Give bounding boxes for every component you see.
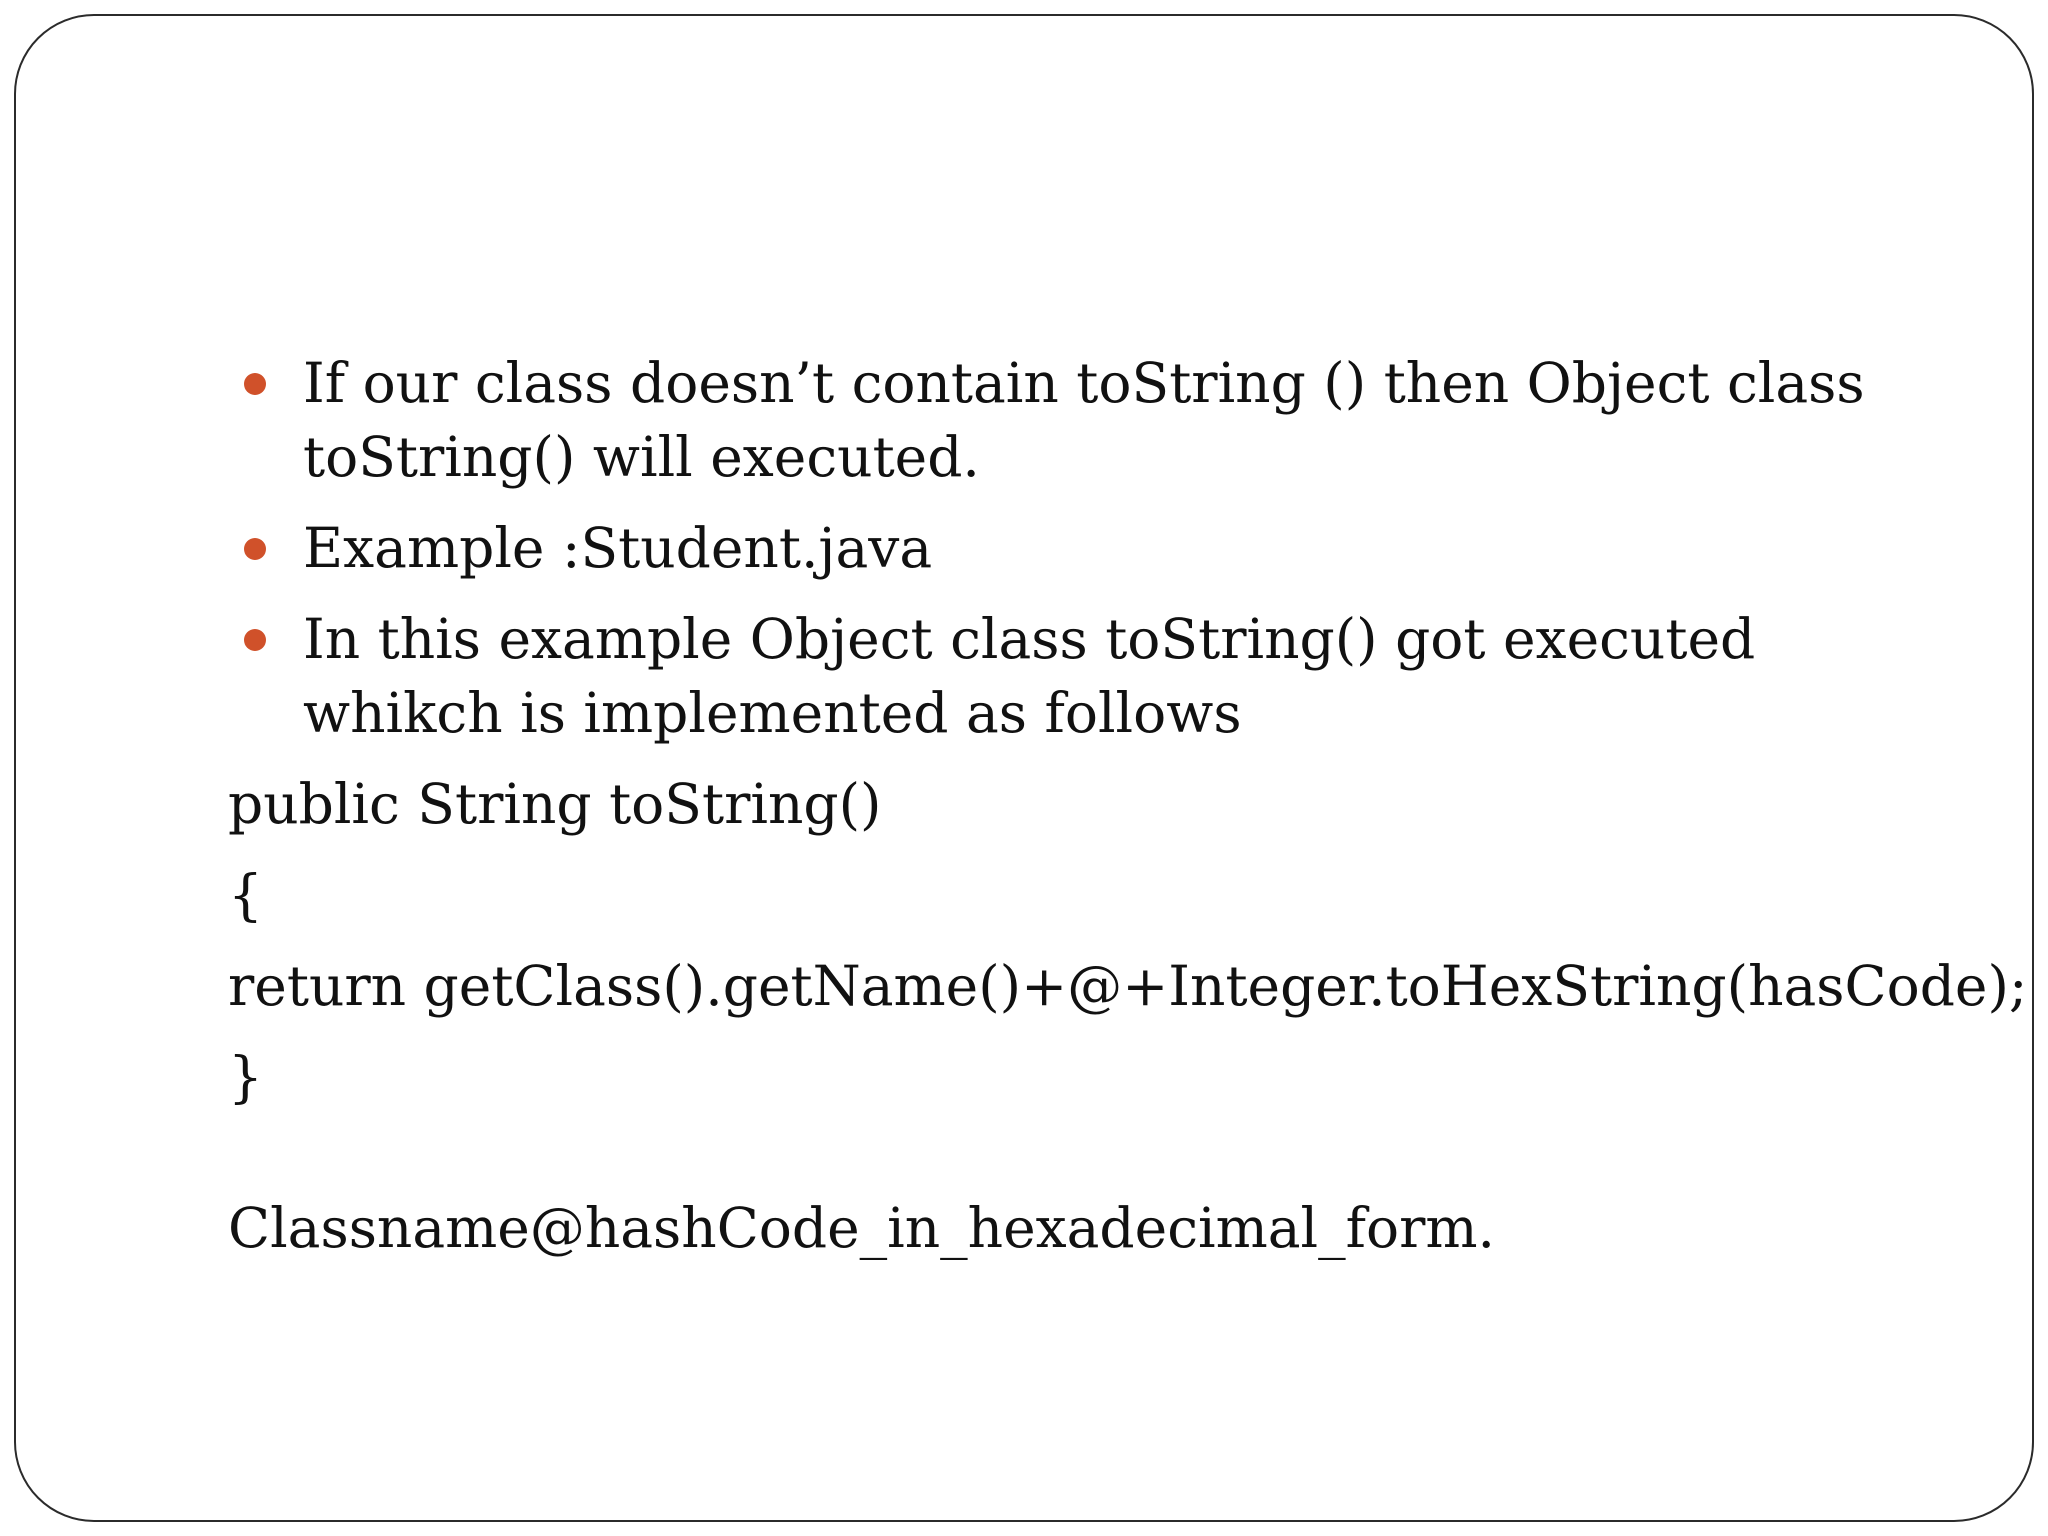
bullet-item <box>228 346 1968 494</box>
code-line: { <box>228 863 263 927</box>
result-text: Classname@hashCode_in_hexadecimal_form. <box>228 1196 1496 1260</box>
bullet-dot-icon <box>244 629 266 651</box>
code-line: } <box>228 1045 263 1109</box>
code-line: public String toString() <box>228 772 882 836</box>
code-line: return getClass().getName()+@+Integer.toHexString(hasCode); <box>228 954 2028 1018</box>
bullet-dot-icon <box>244 373 266 395</box>
bullet-text: Example :Student.java <box>303 516 933 580</box>
slide-content <box>228 346 2028 1265</box>
bullet-text: If our class doesn’t contain toString () then Object class toString() will executed. <box>303 351 1865 489</box>
bullet-list <box>228 346 1968 750</box>
spacer <box>228 1131 1968 1191</box>
code-block <box>228 767 2028 1131</box>
bullet-item <box>228 602 1968 750</box>
bullet-item <box>228 511 1968 585</box>
bullet-text: In this example Object class toString() got executed whikch is implemented as follows <box>303 607 1756 745</box>
slide-frame <box>14 14 2034 1522</box>
bullet-dot-icon <box>244 538 266 560</box>
